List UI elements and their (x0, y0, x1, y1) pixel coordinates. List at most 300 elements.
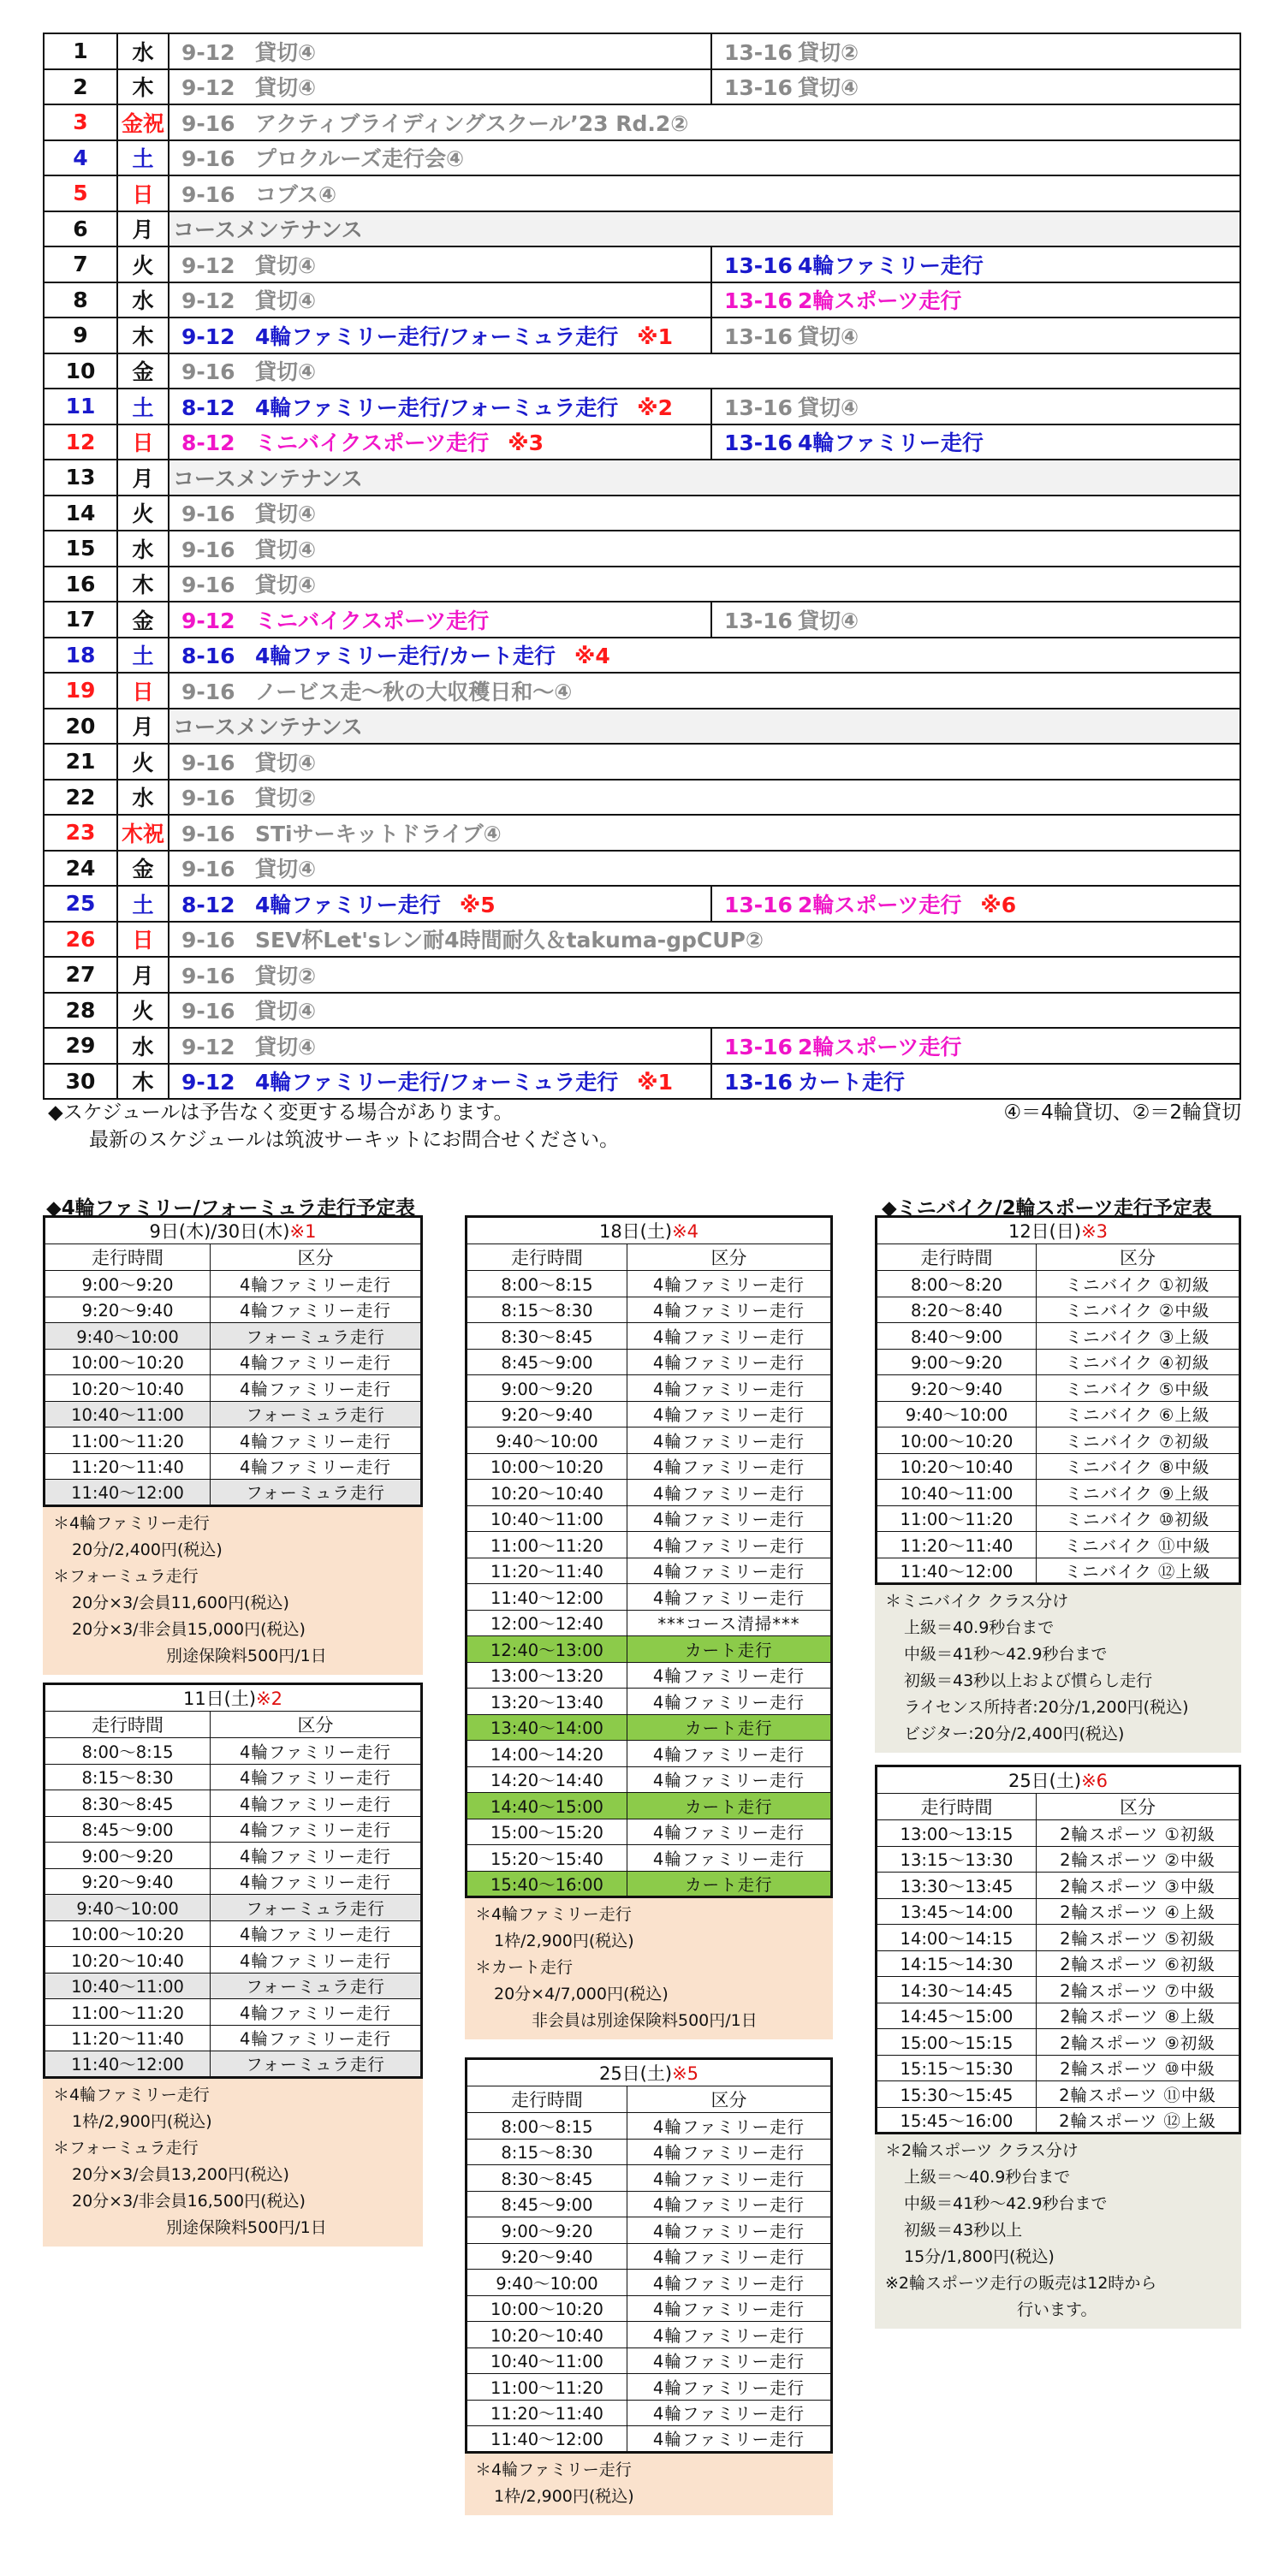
slot-class: ミニバイク ⑤中級 (1037, 1375, 1240, 1402)
event-label: STiサーキットドライブ④ (255, 821, 502, 846)
slot-class: 4輪ファミリー走行 (211, 1843, 422, 1869)
event-cell (711, 424, 1240, 460)
timetable-row (877, 1558, 1240, 1584)
event-cell (169, 496, 1240, 531)
rental-legend: ④＝4輪貸切、②＝2輪貸切 (1003, 1101, 1241, 1124)
slot-class: 4輪ファミリー走行 (211, 1297, 422, 1323)
timetable-row (45, 1920, 422, 1947)
slot-class: フォーミュラ走行 (211, 1480, 422, 1506)
day-number: 9 (44, 318, 117, 353)
event-label: 4輪ファミリー走行/カート走行 (255, 644, 556, 669)
slot-class: 4輪ファミリー走行 (627, 2374, 831, 2401)
event-time: 9-16 (181, 359, 235, 385)
slot-time: 10:20～10:40 (467, 1480, 627, 1506)
slot-class: 2輪スポーツ ①初級 (1037, 1820, 1240, 1847)
weekday: 木 (117, 318, 169, 353)
weekday: 金 (117, 851, 169, 887)
timetable-row (467, 1689, 832, 1715)
slot-class: カート走行 (627, 1714, 831, 1741)
price-note-line: 非会員は別途保険料500円/1日 (532, 2011, 758, 2030)
event-time: 9-16 (181, 786, 235, 811)
timetable-header (467, 2086, 832, 2113)
day-number: 16 (44, 567, 117, 602)
timetable-row (45, 1453, 422, 1480)
slot-time: 9:00～9:20 (45, 1271, 211, 1297)
timetable-row (467, 1297, 832, 1323)
calendar-row-day-22 (44, 780, 1240, 816)
weekday: 金 (117, 602, 169, 638)
timetable-row (467, 2426, 832, 2453)
timetable-row (467, 2347, 832, 2374)
slot-class: ミニバイク ⑦初級 (1037, 1427, 1240, 1454)
slot-class: 4輪ファミリー走行 (627, 2191, 831, 2217)
slot-class: 4輪ファミリー走行 (627, 1271, 831, 1297)
weekday: 日 (117, 175, 169, 211)
price-note-line: ＊4輪ファミリー走行 (53, 1513, 210, 1533)
event-label: 貸切④ (255, 537, 317, 562)
weekday: 水 (117, 1028, 169, 1064)
calendar-row-day-25 (44, 886, 1240, 922)
timetable-row (467, 2191, 832, 2217)
slot-time: 8:20～8:40 (877, 1297, 1037, 1323)
slot-class: カート走行 (627, 1871, 831, 1897)
slot-class: 4輪ファミリー走行 (627, 1297, 831, 1323)
timetable-row (467, 1714, 832, 1741)
timetable-title (45, 1217, 422, 1244)
slot-class: 2輪スポーツ ⑧上級 (1037, 2003, 1240, 2029)
event-cell (169, 851, 1240, 887)
price-note-line: ※2輪スポーツ走行の販売は12時から (885, 2274, 1157, 2293)
event-label: 貸切④ (255, 999, 317, 1024)
event-time: 13-16 (724, 252, 793, 278)
day-number: 21 (44, 744, 117, 780)
timetable-header (877, 1244, 1240, 1271)
timetable-header (45, 1712, 422, 1738)
header-class: 区分 (1037, 1794, 1240, 1820)
slot-class: フォーミュラ走行 (211, 1401, 422, 1427)
event-cell (711, 246, 1240, 282)
schedule-block-11 (43, 1683, 423, 2247)
event-footnote-mark: ※5 (459, 892, 496, 917)
slot-time: 13:45～14:00 (877, 1898, 1037, 1925)
slot-time: 15:00～15:20 (467, 1819, 627, 1845)
slot-class: ミニバイク ③上級 (1037, 1323, 1240, 1350)
day-number: 15 (44, 531, 117, 567)
timetable (465, 1215, 833, 1898)
event-cell (711, 33, 1240, 69)
slot-class: ミニバイク ⑧中級 (1037, 1453, 1240, 1480)
event-time: 9-16 (181, 821, 235, 846)
slot-time: 15:20～15:40 (467, 1845, 627, 1872)
calendar-row-day-9 (44, 318, 1240, 353)
schedule-block-18 (465, 1215, 833, 2039)
slot-class: 2輪スポーツ ③中級 (1037, 1873, 1240, 1899)
schedule-block-9-30 (43, 1215, 423, 1675)
event-cell (169, 815, 1240, 851)
slot-time: 9:20～9:40 (45, 1868, 211, 1895)
slot-time: 9:00～9:20 (467, 2217, 627, 2244)
calendar-row-day-16 (44, 567, 1240, 602)
day-number: 29 (44, 1028, 117, 1064)
event-time: 13-16 (724, 323, 793, 349)
slot-time: 9:20～9:40 (45, 1297, 211, 1323)
note-line-1: ◆スケジュールは予告なく変更する場合があります。 (48, 1101, 514, 1124)
timetable-date: 9日(木)/30日(木) (149, 1221, 290, 1242)
event-cell (169, 282, 711, 318)
weekday: 水 (117, 780, 169, 816)
event-label: 貸切④ (255, 1034, 317, 1059)
weekday: 土 (117, 886, 169, 922)
timetable-title (877, 1766, 1240, 1794)
event-time: 9-12 (181, 1070, 235, 1095)
event-label: ミニバイクスポーツ走行 (255, 430, 490, 456)
timetable-title (45, 1684, 422, 1712)
timetable-row (45, 1816, 422, 1843)
slot-class: 4輪ファミリー走行 (627, 2322, 831, 2348)
slot-class: ミニバイク ⑩初級 (1037, 1505, 1240, 1532)
slot-time: 8:45～9:00 (467, 2191, 627, 2217)
slot-time: 13:40～14:00 (467, 1714, 627, 1741)
day-number: 8 (44, 282, 117, 318)
slot-time: 9:20～9:40 (467, 2243, 627, 2270)
slot-class: 4輪ファミリー走行 (211, 1790, 422, 1817)
weekday: 木 (117, 1064, 169, 1100)
event-time: 9-12 (181, 323, 235, 349)
header-time: 走行時間 (45, 1244, 211, 1271)
slot-time: 11:00～11:20 (877, 1505, 1037, 1532)
timetable-row (877, 1375, 1240, 1402)
weekday: 水 (117, 33, 169, 69)
day-number: 6 (44, 211, 117, 247)
slot-time: 9:20～9:40 (877, 1375, 1037, 1402)
weekday: 水 (117, 531, 169, 567)
timetable-row (467, 1741, 832, 1767)
day-number: 22 (44, 780, 117, 816)
timetable-row (877, 1898, 1240, 1925)
event-time: 9-16 (181, 502, 235, 527)
price-note-line: 初級＝43秒以上 (904, 2221, 1023, 2240)
slot-class: カート走行 (627, 1793, 831, 1819)
calendar-row-day-15 (44, 531, 1240, 567)
price-note-line: ＊ミニバイク クラス分け (885, 1592, 1069, 1611)
event-time: 9-12 (181, 39, 235, 65)
event-time: 9-12 (181, 1034, 235, 1059)
timetable-row (467, 1845, 832, 1872)
slot-time: 11:40～12:00 (45, 2051, 211, 2078)
weekday: 月 (117, 709, 169, 745)
slot-time: 12:40～13:00 (467, 1636, 627, 1663)
timetable-row (877, 1820, 1240, 1847)
slot-class: 4輪ファミリー走行 (627, 1558, 831, 1584)
header-class: 区分 (1037, 1244, 1240, 1271)
price-note-line: 20分×3/非会員15,000円(税込) (72, 1619, 306, 1639)
slot-class: 4輪ファミリー走行 (211, 2025, 422, 2051)
slot-time: 10:00～10:20 (467, 1453, 627, 1480)
timetable-row (877, 1505, 1240, 1532)
day-number: 2 (44, 69, 117, 105)
slot-time: 8:30～8:45 (467, 1323, 627, 1350)
price-note-line: 1枠/2,900円(税込) (494, 1932, 634, 1950)
slot-class: 4輪ファミリー走行 (627, 1819, 831, 1845)
slot-class: カート走行 (627, 1636, 831, 1663)
slot-time: 9:40～10:00 (467, 2270, 627, 2296)
calendar-row-day-5 (44, 175, 1240, 211)
slot-class: フォーミュラ走行 (211, 1323, 422, 1350)
calendar-row-day-26 (44, 922, 1240, 958)
day-number: 13 (44, 460, 117, 496)
timetable-footnote-mark: ※5 (672, 2063, 699, 2084)
event-time: 13-16 (724, 1070, 793, 1095)
timetable-header (467, 1244, 832, 1271)
slot-time: 14:15～14:30 (877, 1950, 1037, 1977)
event-cell (169, 780, 1240, 816)
slot-time: 13:30～13:45 (877, 1873, 1037, 1899)
slot-time: 9:40～10:00 (467, 1427, 627, 1454)
timetable-row (45, 1349, 422, 1375)
slot-class: 4輪ファミリー走行 (627, 2243, 831, 2270)
event-label: カート走行 (798, 1070, 906, 1095)
slot-class: 4輪ファミリー走行 (627, 2347, 831, 2374)
event-cell (711, 886, 1240, 922)
timetable-row (467, 1766, 832, 1793)
timetable-row (877, 1453, 1240, 1480)
price-note-line: ライセンス所持者:20分/1,200円(税込) (904, 1698, 1189, 1717)
slot-class: 4輪ファミリー走行 (627, 1584, 831, 1611)
price-note-line: 上級＝40.9秒台まで (904, 1618, 1055, 1637)
day-number: 17 (44, 602, 117, 638)
weekday: 月 (117, 211, 169, 247)
slot-time: 11:20～11:40 (467, 1558, 627, 1584)
timetable-header (45, 1244, 422, 1271)
slot-time: 10:20～10:40 (467, 2322, 627, 2348)
timetable-row (45, 1895, 422, 1921)
price-note-line: 20分×3/会員13,200円(税込) (72, 2164, 289, 2184)
day-number: 4 (44, 140, 117, 176)
slot-class: 4輪ファミリー走行 (211, 1816, 422, 1843)
event-cell (169, 993, 1240, 1029)
event-cell (169, 389, 711, 424)
timetable-row (877, 2107, 1240, 2134)
event-time: 9-16 (181, 537, 235, 562)
day-number: 28 (44, 993, 117, 1029)
event-time: 9-16 (181, 750, 235, 775)
slot-time: 10:40～11:00 (45, 1401, 211, 1427)
price-notes (465, 1898, 833, 2039)
slot-time: 11:40～12:00 (877, 1558, 1037, 1584)
slot-time: 14:30～14:45 (877, 1977, 1037, 2003)
slot-time: 11:40～12:00 (467, 1584, 627, 1611)
price-note-line: ＊カート走行 (475, 1958, 574, 1977)
timetable-row (467, 1793, 832, 1819)
event-cell (169, 922, 1240, 958)
timetable-row (877, 1873, 1240, 1899)
event-cell (169, 104, 1240, 140)
event-cell (711, 389, 1240, 424)
slot-time: 14:00～14:15 (877, 1925, 1037, 1951)
timetable-row (467, 1662, 832, 1689)
maintenance-cell: コースメンテナンス (169, 709, 1240, 745)
slot-time: 10:20～10:40 (877, 1453, 1037, 1480)
timetable-row (467, 1375, 832, 1402)
maintenance-cell: コースメンテナンス (169, 460, 1240, 496)
slot-time: 8:30～8:45 (467, 2165, 627, 2192)
calendar-row-day-30 (44, 1064, 1240, 1100)
slot-class: 2輪スポーツ ⑩中級 (1037, 2055, 1240, 2081)
slot-class: 4輪ファミリー走行 (627, 2165, 831, 2192)
event-label: ノービス走～秋の大収穫日和～④ (255, 679, 573, 704)
timetable-row (45, 1375, 422, 1402)
timetable-row (467, 1401, 832, 1427)
calendar-row-day-7 (44, 246, 1240, 282)
schedule-block-12 (875, 1215, 1241, 1753)
monthly-schedule-table (43, 33, 1241, 1100)
day-number: 18 (44, 638, 117, 674)
event-label: 4輪ファミリー走行/フォーミュラ走行 (255, 323, 619, 349)
calendar-row-day-6 (44, 211, 1240, 247)
event-time: 9-16 (181, 857, 235, 882)
price-note-line: ＊フォーミュラ走行 (53, 2138, 199, 2158)
event-label: コブス④ (255, 181, 337, 207)
event-label: 貸切④ (255, 288, 317, 314)
event-label: 貸切④ (798, 608, 859, 633)
timetable-row (467, 1610, 832, 1636)
event-time: 8-12 (181, 395, 235, 420)
event-cell (711, 318, 1240, 353)
slot-class: 4輪ファミリー走行 (211, 1764, 422, 1790)
timetable-row (467, 1323, 832, 1350)
day-number: 24 (44, 851, 117, 887)
timetable-row (467, 1505, 832, 1532)
timetable-row (45, 1401, 422, 1427)
slot-class: 4輪ファミリー走行 (627, 1375, 831, 1402)
timetable-footnote-mark: ※2 (256, 1689, 283, 1709)
price-note-line: ＊4輪ファミリー走行 (475, 2460, 632, 2479)
event-label: 貸切④ (255, 75, 317, 101)
slot-class: 4輪ファミリー走行 (627, 2400, 831, 2426)
slot-class: 2輪スポーツ ⑫上級 (1037, 2107, 1240, 2134)
timetable-row (467, 1636, 832, 1663)
price-note-line: 別途保険料500円/1日 (166, 2217, 327, 2237)
weekday: 金祝 (117, 104, 169, 140)
timetable-footnote-mark: ※6 (1081, 1771, 1109, 1791)
calendar-row-day-4 (44, 140, 1240, 176)
header-time: 走行時間 (467, 2086, 627, 2113)
timetable-row (45, 1947, 422, 1974)
schedule-block-25-2wheel (875, 1765, 1241, 2329)
price-note-line: 20分×3/会員11,600円(税込) (72, 1593, 289, 1612)
timetable-row (467, 1480, 832, 1506)
timetable-row (877, 1271, 1240, 1297)
slot-time: 11:20～11:40 (467, 2400, 627, 2426)
event-time: 9-12 (181, 608, 235, 633)
slot-time: 10:40～11:00 (467, 2347, 627, 2374)
slot-class: 4輪ファミリー走行 (211, 1271, 422, 1297)
slot-time: 11:20～11:40 (45, 1453, 211, 1480)
event-footnote-mark: ※1 (637, 1070, 673, 1095)
timetable-row (467, 2113, 832, 2140)
price-notes (465, 2454, 833, 2515)
event-time: 13-16 (724, 39, 793, 65)
timetable-date: 11日(土) (182, 1689, 257, 1709)
price-note-line: 1枠/2,900円(税込) (494, 2486, 634, 2506)
slot-time: 9:40～10:00 (877, 1401, 1037, 1427)
slot-time: 14:45～15:00 (877, 2003, 1037, 2029)
timetable-row (467, 1427, 832, 1454)
event-label: 貸切④ (798, 75, 859, 101)
event-label: 貸切④ (255, 39, 317, 65)
slot-class: 4輪ファミリー走行 (211, 1920, 422, 1947)
slot-time: 8:30～8:45 (45, 1790, 211, 1817)
weekday: 火 (117, 246, 169, 282)
timetable-header (877, 1794, 1240, 1820)
event-footnote-mark: ※2 (637, 395, 673, 420)
event-footnote-mark: ※3 (508, 430, 544, 456)
slot-class: 4輪ファミリー走行 (627, 1689, 831, 1715)
weekday: 月 (117, 957, 169, 993)
timetable-row (467, 1819, 832, 1845)
timetable-row (877, 1480, 1240, 1506)
calendar-row-day-29 (44, 1028, 1240, 1064)
slot-class: 4輪ファミリー走行 (211, 1738, 422, 1765)
timetable (43, 1215, 423, 1507)
slot-class: 4輪ファミリー走行 (627, 1323, 831, 1350)
slot-class: 2輪スポーツ ⑥初級 (1037, 1950, 1240, 1977)
weekday: 日 (117, 922, 169, 958)
day-number: 1 (44, 33, 117, 69)
event-time: 13-16 (724, 75, 793, 101)
day-number: 27 (44, 957, 117, 993)
event-cell (169, 638, 1240, 674)
event-footnote-mark: ※1 (637, 323, 673, 349)
event-cell (169, 69, 711, 105)
timetable-title (467, 2059, 832, 2086)
slot-class: 4輪ファミリー走行 (627, 1766, 831, 1793)
slot-time: 10:00～10:20 (45, 1920, 211, 1947)
event-label: 貸切② (798, 39, 859, 65)
day-number: 23 (44, 815, 117, 851)
slot-time: 10:00～10:20 (877, 1427, 1037, 1454)
slot-class: 4輪ファミリー走行 (627, 1741, 831, 1767)
timetable-date: 25日(土) (1008, 1771, 1082, 1791)
slot-time: 11:00～11:20 (45, 1427, 211, 1454)
event-cell (169, 531, 1240, 567)
timetable-row (467, 1271, 832, 1297)
event-time: 8-16 (181, 644, 235, 669)
slot-time: 9:40～10:00 (45, 1323, 211, 1350)
schedule-notes (48, 1099, 1241, 1154)
timetable-row (467, 1453, 832, 1480)
slot-time: 9:00～9:20 (45, 1843, 211, 1869)
timetable-row (45, 2051, 422, 2078)
timetable-row (877, 1925, 1240, 1951)
timetable (465, 2057, 833, 2454)
event-time: 13-16 (724, 288, 793, 314)
event-cell (711, 1028, 1240, 1064)
price-note-line: 15分/1,800円(税込) (904, 2247, 1055, 2266)
event-cell (169, 567, 1240, 602)
timetable (43, 1683, 423, 2079)
timetable-row (467, 1584, 832, 1611)
slot-class: 2輪スポーツ ⑦中級 (1037, 1977, 1240, 2003)
timetable-row (467, 2322, 832, 2348)
event-cell (169, 353, 1240, 389)
event-time: 9-16 (181, 146, 235, 172)
slot-class: 2輪スポーツ ④上級 (1037, 1898, 1240, 1925)
timetable-row (877, 2055, 1240, 2081)
calendar-row-day-1 (44, 33, 1240, 69)
event-time: 9-16 (181, 963, 235, 988)
event-time: 9-16 (181, 679, 235, 704)
